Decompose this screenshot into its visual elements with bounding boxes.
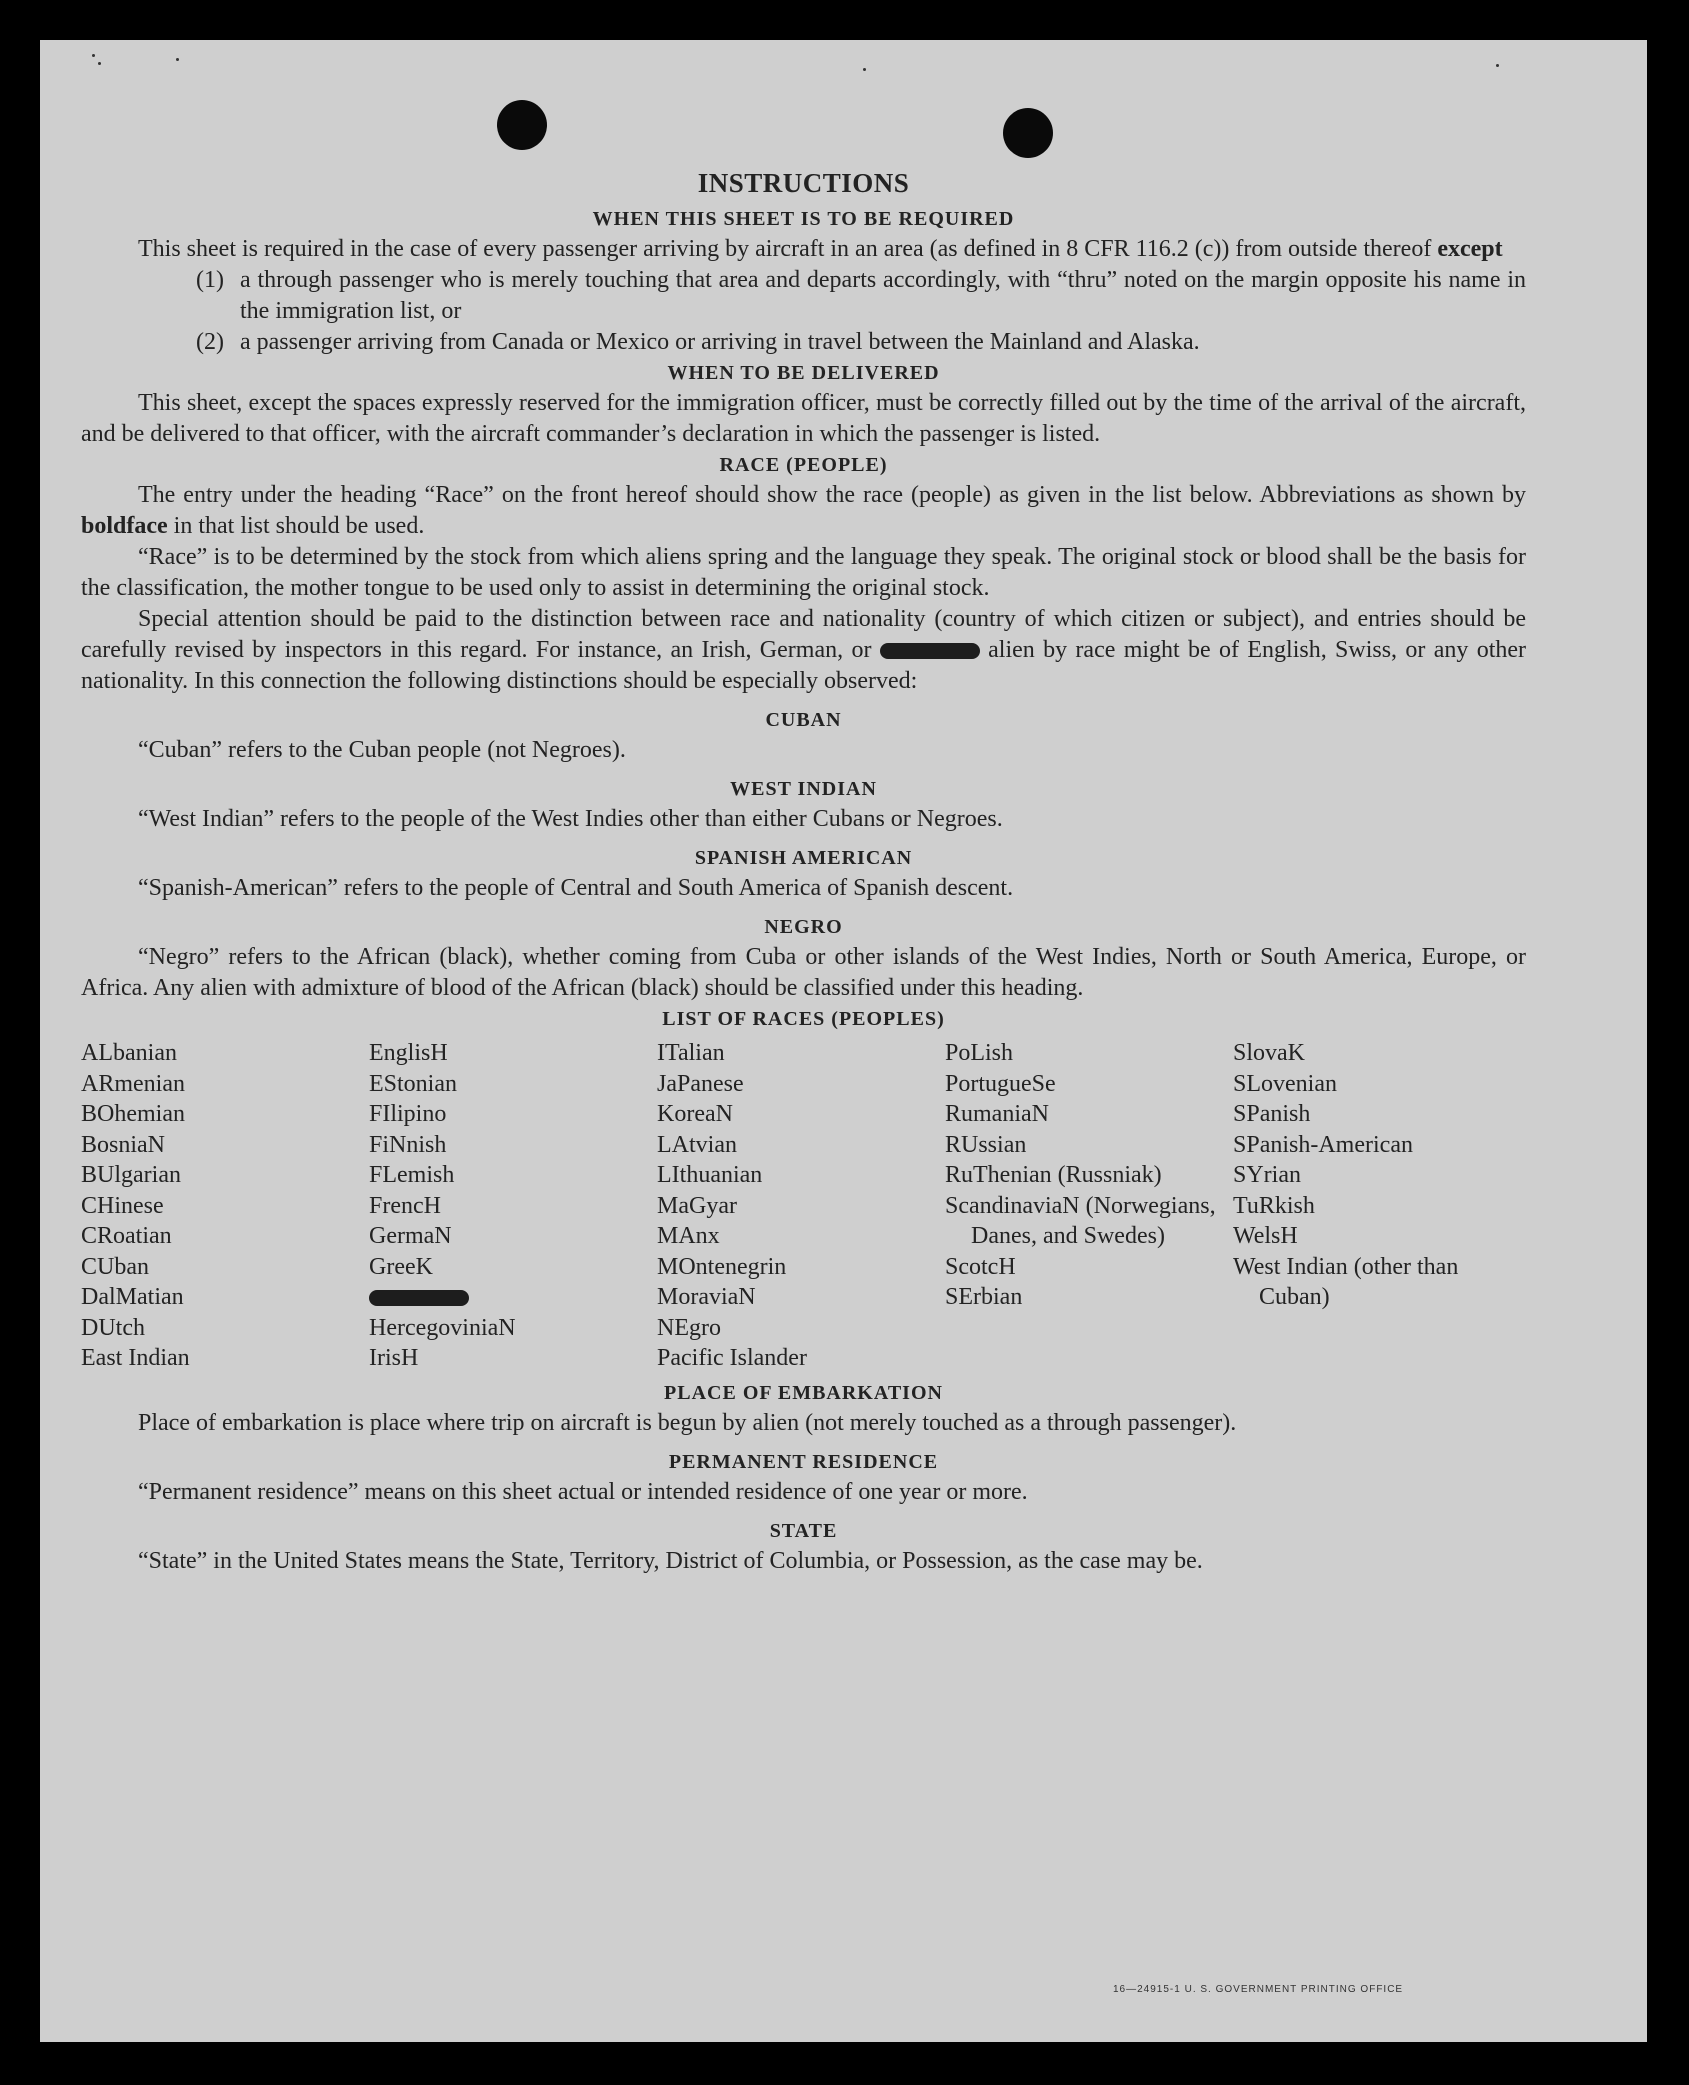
race-entry: GreeK bbox=[369, 1253, 433, 1280]
race-entry: SErbian bbox=[945, 1284, 1023, 1310]
race-entry: NEgro bbox=[657, 1314, 721, 1341]
race-entry: ScotcH bbox=[945, 1253, 1016, 1280]
section-heading-state: STATE bbox=[769, 1519, 838, 1542]
race-entry: West Indian (other than Cuban) bbox=[1233, 1253, 1459, 1310]
printing-office-code: 16—24915-1 U. S. GOVERNMENT PRINTING OFFICE bbox=[1113, 1984, 1404, 1995]
race-entry: FIlipino bbox=[369, 1101, 447, 1127]
speck bbox=[92, 54, 95, 57]
required-paragraph: This sheet is required in the case of every passenger arriving by aircraft in an area (as defined in 8 CFR 116.2 (c)) from outside thereof except bbox=[138, 236, 1503, 262]
race-entry: IrisH bbox=[369, 1345, 419, 1371]
race-entry: ITalian bbox=[657, 1040, 725, 1066]
race-entry: SlovaK bbox=[1233, 1040, 1305, 1066]
race-entry: FrencH bbox=[369, 1192, 441, 1219]
race-entry: EStonian bbox=[369, 1070, 457, 1097]
speck bbox=[1496, 64, 1499, 67]
race-entry: ALbanian bbox=[81, 1040, 177, 1066]
race-entry: CRoatian bbox=[81, 1223, 172, 1249]
race-entry: MAnx bbox=[657, 1223, 720, 1249]
race-entry: SPanish-American bbox=[1233, 1131, 1413, 1158]
race-entry: GermaN bbox=[369, 1223, 452, 1249]
section-heading-race: RACE (PEOPLE) bbox=[719, 454, 888, 476]
spanish-american-paragraph: “Spanish-American” refers to the people of Central and South America of Spanish descent. bbox=[138, 875, 1014, 901]
cuban-paragraph: “Cuban” refers to the Cuban people (not Negroes). bbox=[138, 737, 626, 763]
race-entry: WelsH bbox=[1233, 1223, 1298, 1249]
race-entry: LIthuanian bbox=[657, 1162, 763, 1188]
race-entry: DalMatian bbox=[81, 1284, 184, 1310]
section-heading-embarkation: PLACE OF EMBARKATION bbox=[664, 1381, 943, 1404]
west-indian-paragraph: “West Indian” refers to the people of the West Indies other than either Cubans or Negroes. bbox=[138, 806, 1003, 832]
race-column-1 bbox=[81, 1038, 369, 1374]
race-entry: TuRkish bbox=[1233, 1192, 1315, 1219]
race-entry: SLovenian bbox=[1233, 1070, 1337, 1097]
race-entry: PoLish bbox=[945, 1040, 1014, 1066]
redaction-mark bbox=[880, 643, 980, 659]
race-entry: RUssian bbox=[945, 1131, 1027, 1158]
redacted-race-entry bbox=[369, 1282, 657, 1313]
race-entry: ScandinaviaN (Norwegians, Danes, and Swedes) bbox=[945, 1192, 1216, 1249]
page-title: INSTRUCTIONS bbox=[697, 168, 910, 198]
race-entry: MOntenegrin bbox=[657, 1253, 787, 1280]
punch-hole-right bbox=[1003, 108, 1053, 158]
section-heading-required: WHEN THIS SHEET IS TO BE REQUIRED bbox=[592, 208, 1015, 230]
negro-paragraph: “Negro” refers to the African (black), whether coming from Cuba or other islands of the West Indies, North or South America, Europe, or Africa. Any alien with admixture of blood of the African (black) should be classified under this heading. bbox=[81, 944, 1526, 1001]
race-entry: SPanish bbox=[1233, 1101, 1311, 1127]
race-entry: RumaniaN bbox=[945, 1101, 1049, 1127]
race-entry: EnglisH bbox=[369, 1040, 448, 1066]
race-entry: BUlgarian bbox=[81, 1162, 181, 1188]
exception-item: (2) a passenger arriving from Canada or Mexico or arriving in travel between the Mainland and Alaska. bbox=[196, 329, 1200, 355]
race-entry: RuThenian (Russniak) bbox=[945, 1162, 1162, 1188]
race-entry: FLemish bbox=[369, 1162, 455, 1188]
race-entry: BOhemian bbox=[81, 1101, 185, 1127]
race-entry: LAtvian bbox=[657, 1131, 737, 1158]
race-entry: FiNnish bbox=[369, 1131, 447, 1158]
section-heading-residence: PERMANENT RESIDENCE bbox=[668, 1450, 939, 1473]
section-heading-list-of-races: LIST OF RACES (PEOPLES) bbox=[662, 1008, 945, 1030]
section-heading-west-indian: WEST INDIAN bbox=[730, 778, 877, 800]
race-entry: KoreaN bbox=[657, 1101, 733, 1127]
race-list bbox=[81, 1038, 1526, 1374]
race-paragraph-1: The entry under the heading “Race” on the front hereof should show the race (people) as given in the list below. Abbreviations as shown by boldface in that list should be used. bbox=[81, 482, 1526, 539]
section-heading-cuban: CUBAN bbox=[765, 709, 842, 731]
race-column-5 bbox=[1233, 1038, 1493, 1374]
race-entry: East Indian bbox=[81, 1345, 190, 1371]
race-entry: PortugueSe bbox=[945, 1070, 1056, 1097]
speck bbox=[98, 62, 101, 65]
delivered-paragraph: This sheet, except the spaces expressly reserved for the immigration officer, must be correctly filled out by the time of the arrival of the aircraft, and be delivered to that officer, with the aircraft commander’s declaration in which the passenger is listed. bbox=[81, 390, 1526, 447]
race-entry: CUban bbox=[81, 1253, 149, 1280]
instructions-content bbox=[81, 166, 1526, 1577]
section-heading-spanish-american: SPANISH AMERICAN bbox=[694, 847, 913, 869]
punch-hole-left bbox=[497, 100, 547, 150]
section-heading-negro: NEGRO bbox=[764, 916, 843, 938]
race-entry: CHinese bbox=[81, 1192, 164, 1219]
speck bbox=[863, 68, 866, 71]
race-entry: MoraviaN bbox=[657, 1284, 756, 1310]
race-entry: BosniaN bbox=[81, 1131, 165, 1158]
race-entry: JaPanese bbox=[657, 1070, 744, 1097]
redaction-mark bbox=[369, 1290, 469, 1306]
race-column-3 bbox=[657, 1038, 945, 1374]
race-entry: HercegoviniaN bbox=[369, 1314, 516, 1341]
exception-item: (1) a through passenger who is merely touching that area and departs accordingly, with “thru” noted on the margin opposite his name in the immigration list, or bbox=[196, 267, 1526, 324]
race-entry: DUtch bbox=[81, 1314, 145, 1341]
race-entry: Pacific Islander bbox=[657, 1345, 807, 1371]
race-entry: MaGyar bbox=[657, 1192, 737, 1219]
section-heading-delivered: WHEN TO BE DELIVERED bbox=[667, 362, 940, 384]
residence-paragraph: “Permanent residence” means on this sheet actual or intended residence of one year or more. bbox=[138, 1478, 1028, 1505]
embarkation-paragraph: Place of embarkation is place where trip on aircraft is begun by alien (not merely touched as a through passenger). bbox=[138, 1409, 1237, 1436]
race-column-2 bbox=[369, 1038, 657, 1374]
race-paragraph-3: Special attention should be paid to the distinction between race and nationality (country of which citizen or subject), and entries should be carefully revised by inspectors in this regard. For instance, an Irish, German, or alien by race might be of English, Swiss, or any other nationality. In this connection the following distinctions should be especially observed: bbox=[81, 606, 1527, 694]
race-entry: SYrian bbox=[1233, 1162, 1301, 1188]
race-column-4 bbox=[945, 1038, 1233, 1374]
state-paragraph: “State” in the United States means the State, Territory, District of Columbia, or Possession, as the case may be. bbox=[138, 1547, 1203, 1574]
speck bbox=[176, 58, 179, 61]
race-paragraph-2: “Race” is to be determined by the stock from which aliens spring and the language they speak. The original stock or blood shall be the basis for the classification, the mother tongue to be used only to assist in determining the original stock. bbox=[81, 544, 1526, 601]
document-page bbox=[40, 40, 1647, 2042]
race-entry: ARmenian bbox=[81, 1070, 185, 1097]
